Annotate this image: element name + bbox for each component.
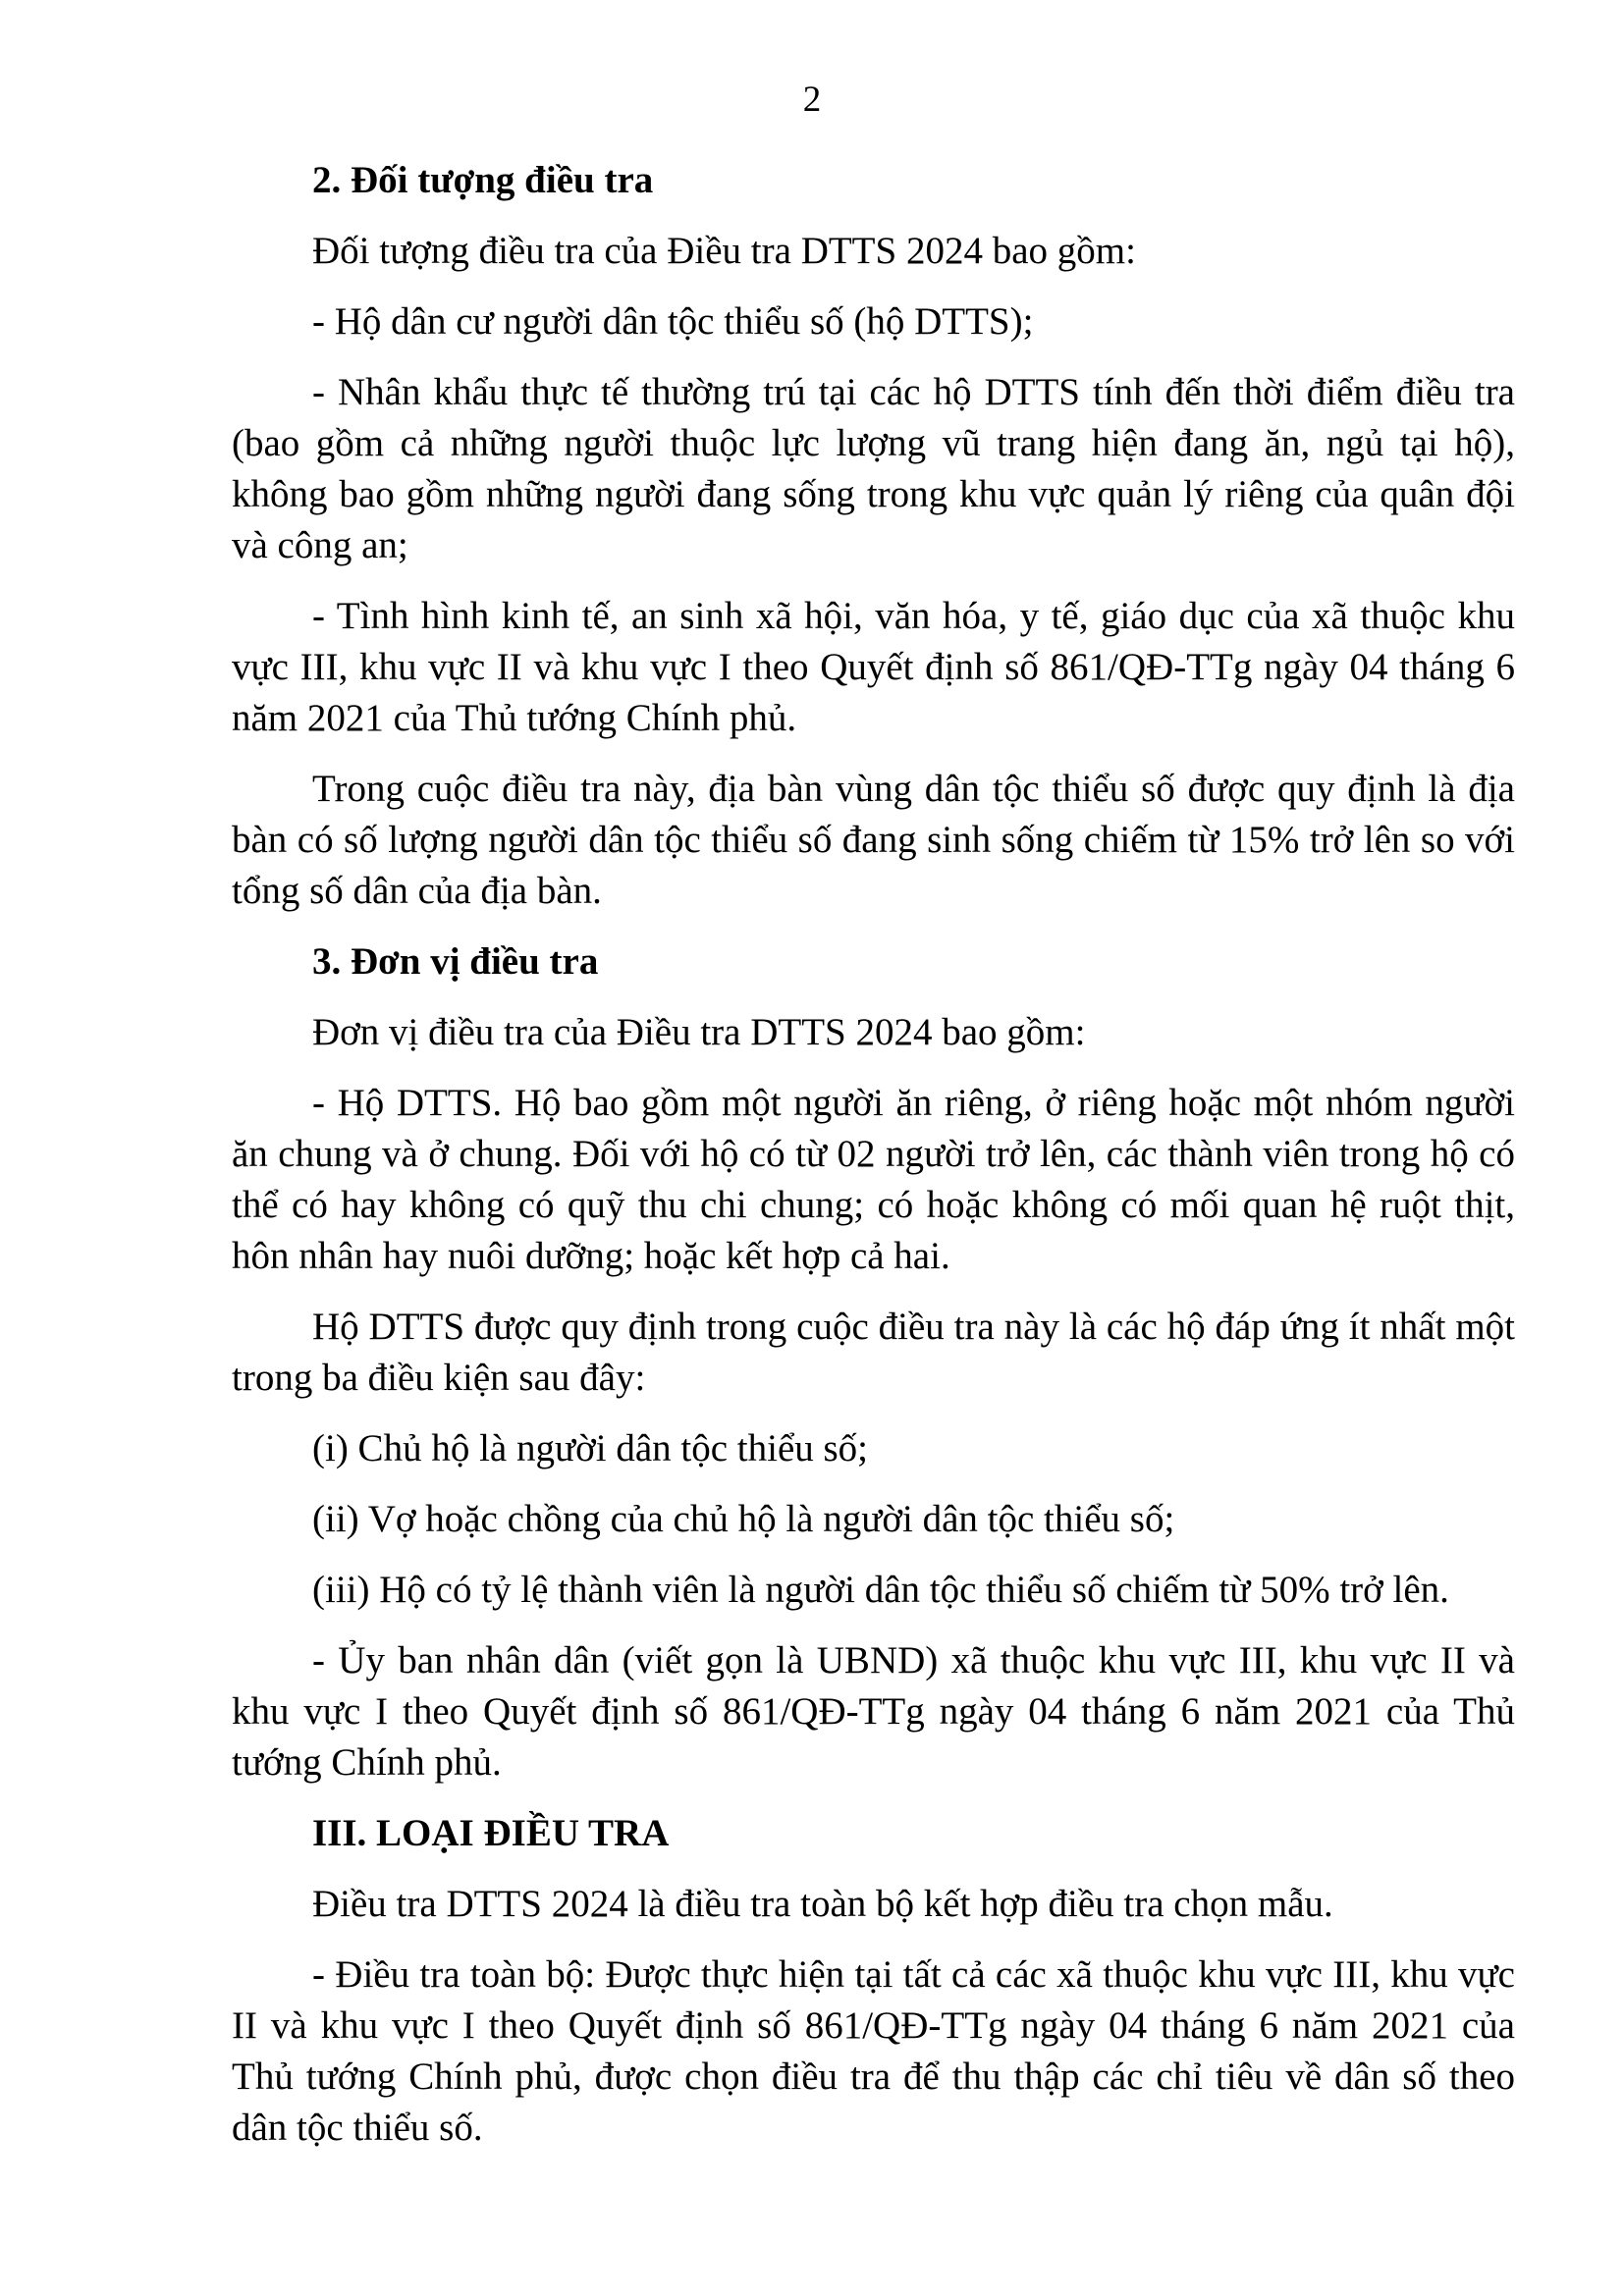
section-heading-don-vi: 3. Đơn vị điều tra [312, 940, 599, 983]
paragraph-full-survey: - Điều tra toàn bộ: Được thực hiện tại tất cả các xã thuộc khu vực III, khu vực II và khu vực I theo Quyết định số 861/QĐ-TTg ngày 04 tháng 6 năm 2021 của Thủ tướng Chính phủ, được chọn điều tra để thu thập các chỉ tiêu về dân số theo dân tộc thiểu số. [232, 1953, 1515, 2149]
paragraph-ubnd: - Ủy ban nhân dân (viết gọn là UBND) xã thuộc khu vực III, khu vực II và khu vực I theo Quyết định số 861/QĐ-TTg ngày 04 tháng 6 năm 2021 của Thủ tướng Chính phủ. [232, 1639, 1515, 1784]
criteria-item: (i) Chủ hộ là người dân tộc thiểu số; [312, 1427, 869, 1469]
list-item: - Hộ dân cư người dân tộc thiểu số (hộ DTTS); [312, 300, 1034, 343]
list-item: - Tình hình kinh tế, an sinh xã hội, văn hóa, y tế, giáo dục của xã thuộc khu vực III, khu vực II và khu vực I theo Quyết định số 861/QĐ-TTg ngày 04 tháng 6 năm 2021 của Thủ tướng Chính phủ. [232, 595, 1515, 739]
section-intro: Điều tra DTTS 2024 là điều tra toàn bộ kết hợp điều tra chọn mẫu. [312, 1883, 1333, 1925]
criteria-item: (ii) Vợ hoặc chồng của chủ hộ là người dân tộc thiểu số; [312, 1498, 1175, 1540]
page-number: 2 [802, 80, 822, 120]
paragraph-criteria-intro: Hộ DTTS được quy định trong cuộc điều tra này là các hộ đáp ứng ít nhất một trong ba điều kiện sau đây: [232, 1306, 1515, 1399]
section-heading-doi-tuong: 2. Đối tượng điều tra [312, 159, 654, 201]
section-intro: Đối tượng điều tra của Điều tra DTTS 2024 bao gồm: [312, 230, 1136, 272]
section-intro: Đơn vị điều tra của Điều tra DTTS 2024 bao gồm: [312, 1011, 1086, 1053]
criteria-item: (iii) Hộ có tỷ lệ thành viên là người dân tộc thiểu số chiếm từ 50% trở lên. [312, 1569, 1449, 1611]
list-item: - Nhân khẩu thực tế thường trú tại các hộ DTTS tính đến thời điểm điều tra (bao gồm cả những người thuộc lực lượng vũ trang hiện đang ăn, ngủ tại hộ), không bao gồm những người đang sống trong khu vực quản lý riêng của quân đội và công an; [232, 371, 1515, 566]
section-heading-loai-dieu-tra: III. LOẠI ĐIỀU TRA [312, 1812, 670, 1854]
paragraph-household: - Hộ DTTS. Hộ bao gồm một người ăn riêng, ở riêng hoặc một nhóm người ăn chung và ở chung. Đối với hộ có từ 02 người trở lên, các thành viên trong hộ có thể có hay không có quỹ thu chi chung; có hoặc không có mối quan hệ ruột thịt, hôn nhân hay nuôi dưỡng; hoặc kết hợp cả hai. [232, 1082, 1515, 1277]
paragraph-note: Trong cuộc điều tra này, địa bàn vùng dân tộc thiểu số được quy định là địa bàn có số lượng người dân tộc thiểu số đang sinh sống chiếm từ 15% trở lên so với tổng số dân của địa bàn. [232, 768, 1515, 912]
document-body [232, 155, 1515, 2173]
